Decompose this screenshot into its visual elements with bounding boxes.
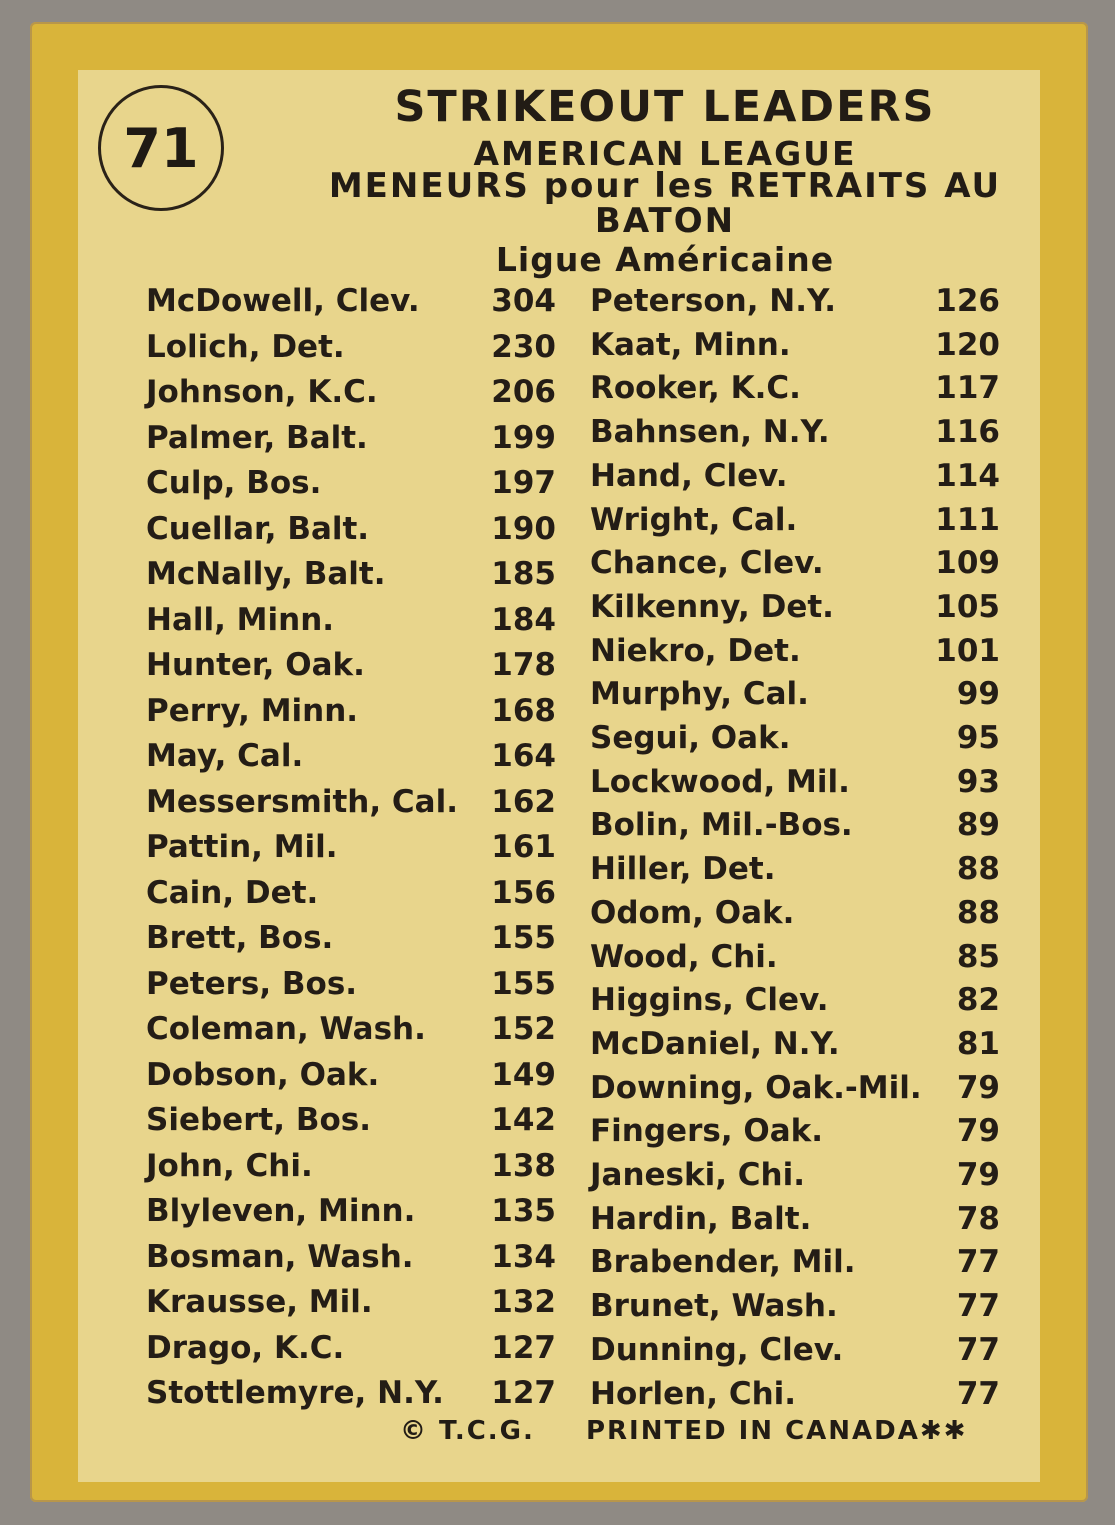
- pitcher-name: Drago, K.C.: [146, 1329, 345, 1366]
- strikeout-count: 190: [491, 510, 556, 547]
- strikeout-count: 117: [935, 370, 1000, 407]
- leader-row: [146, 826, 566, 868]
- leader-row: [146, 1236, 566, 1278]
- strikeout-count: 197: [491, 465, 556, 501]
- leader-row: [146, 1372, 566, 1414]
- leader-row: [590, 1067, 1010, 1109]
- strikeout-count: 142: [491, 1102, 556, 1138]
- strikeout-count: 156: [491, 874, 556, 911]
- card-title: STRIKEOUT LEADERS: [394, 82, 936, 132]
- leader-row: [146, 1008, 566, 1050]
- leader-row: [590, 1154, 1010, 1196]
- leader-row: [590, 630, 1010, 672]
- leader-row: [146, 553, 566, 595]
- pitcher-name: McDowell, Clev.: [146, 283, 420, 319]
- pitcher-name: McNally, Balt.: [146, 556, 386, 592]
- pitcher-name: Peters, Bos.: [146, 965, 358, 1002]
- strikeout-count: 127: [491, 1375, 556, 1411]
- pitcher-name: Downing, Oak.-Mil.: [590, 1069, 922, 1106]
- pitcher-name: May, Cal.: [146, 738, 304, 774]
- leader-row: [590, 892, 1010, 934]
- leader-row: [146, 1145, 566, 1187]
- leader-row: [590, 1198, 1010, 1240]
- pitcher-name: Chance, Clev.: [590, 545, 824, 582]
- leader-row: [146, 963, 566, 1005]
- strikeout-count: 101: [935, 632, 1000, 669]
- strikeout-count: 93: [956, 763, 1000, 800]
- card-number: 71: [123, 116, 199, 180]
- strikeout-count: 199: [491, 419, 556, 456]
- pitcher-name: Brabender, Mil.: [590, 1244, 856, 1281]
- leader-row: [590, 804, 1010, 846]
- strikeout-count: 230: [491, 328, 556, 365]
- leader-row: [590, 411, 1010, 453]
- strikeout-count: 109: [935, 545, 1000, 582]
- pitcher-name: Hiller, Det.: [590, 851, 776, 888]
- pitcher-name: Pattin, Mil.: [146, 829, 338, 865]
- pitcher-name: Bolin, Mil.-Bos.: [590, 807, 853, 844]
- strikeout-count: 88: [956, 894, 1000, 931]
- pitcher-name: Segui, Oak.: [590, 720, 791, 756]
- leader-row: [146, 462, 566, 504]
- strikeout-count: 126: [935, 283, 1000, 319]
- strikeout-count: 134: [491, 1238, 556, 1275]
- league-english: AMERICAN LEAGUE: [473, 134, 857, 173]
- pitcher-name: Hand, Clev.: [590, 457, 788, 494]
- pitcher-name: Krausse, Mil.: [146, 1284, 373, 1320]
- strikeout-count: 206: [491, 374, 556, 410]
- strikeout-count: 79: [956, 1113, 1000, 1150]
- leader-row: [146, 326, 566, 368]
- leader-row: [590, 499, 1010, 541]
- pitcher-name: Brunet, Wash.: [590, 1288, 838, 1325]
- card-title-french-line1: MENEURS pour les RETRAITS AU: [328, 166, 1002, 206]
- strikeout-count: 82: [956, 982, 1000, 1019]
- strikeout-count: 89: [956, 807, 1000, 844]
- strikeout-count: 105: [935, 588, 1000, 625]
- leader-row: [590, 1329, 1010, 1371]
- strikeout-count: 95: [956, 720, 1000, 756]
- leader-row: [590, 761, 1010, 803]
- card-title-french-line2: BATON: [594, 201, 736, 241]
- leader-row: [146, 1190, 566, 1232]
- strikeout-count: 132: [491, 1284, 556, 1320]
- pitcher-name: Odom, Oak.: [590, 894, 795, 931]
- pitcher-name: Coleman, Wash.: [146, 1011, 426, 1047]
- leader-row: [146, 735, 566, 777]
- leader-row: [590, 324, 1010, 366]
- strikeout-count: 78: [956, 1200, 1000, 1237]
- pitcher-name: Cain, Det.: [146, 874, 319, 911]
- strikeout-count: 168: [491, 692, 556, 729]
- leader-row: [146, 280, 566, 322]
- pitcher-name: Hunter, Oak.: [146, 647, 365, 683]
- pitcher-name: Dunning, Clev.: [590, 1331, 844, 1368]
- pitcher-name: Cuellar, Balt.: [146, 510, 370, 547]
- pitcher-name: Palmer, Balt.: [146, 419, 368, 456]
- pitcher-name: Dobson, Oak.: [146, 1056, 380, 1093]
- pitcher-name: John, Chi.: [146, 1147, 313, 1184]
- card-footer: [400, 1416, 1020, 1446]
- leader-row: [146, 508, 566, 550]
- strikeout-count: 116: [935, 414, 1000, 451]
- strikeout-count: 135: [491, 1193, 556, 1229]
- pitcher-name: Bosman, Wash.: [146, 1238, 414, 1275]
- leader-row: [590, 936, 1010, 978]
- pitcher-name: Siebert, Bos.: [146, 1102, 372, 1138]
- pitcher-name: Wright, Cal.: [590, 501, 798, 538]
- pitcher-name: Fingers, Oak.: [590, 1113, 824, 1150]
- strikeout-count: 138: [491, 1147, 556, 1184]
- strikeout-count: 155: [491, 920, 556, 956]
- leader-row: [146, 599, 566, 641]
- copyright-text: © T.C.G.: [400, 1416, 535, 1446]
- leader-row: [146, 1327, 566, 1369]
- leader-row: [590, 1241, 1010, 1283]
- leader-row: [590, 717, 1010, 759]
- strikeout-count: 77: [956, 1375, 1000, 1412]
- pitcher-name: Stottlemyre, N.Y.: [146, 1375, 444, 1411]
- strikeout-count: 184: [491, 601, 556, 638]
- leader-row: [146, 371, 566, 413]
- leader-row: [590, 979, 1010, 1021]
- strikeout-count: 155: [491, 965, 556, 1002]
- strikeout-count: 77: [956, 1331, 1000, 1368]
- leader-row: [146, 1281, 566, 1323]
- strikeout-count: 79: [956, 1157, 1000, 1193]
- strikeout-count: 114: [935, 457, 1000, 494]
- pitcher-name: Perry, Minn.: [146, 692, 359, 729]
- strikeout-count: 85: [956, 938, 1000, 975]
- leader-row: [590, 848, 1010, 890]
- pitcher-name: Janeski, Chi.: [590, 1157, 806, 1193]
- leader-row: [146, 644, 566, 686]
- pitcher-name: Hall, Minn.: [146, 601, 335, 638]
- leader-row: [146, 690, 566, 732]
- leader-row: [590, 1023, 1010, 1065]
- strikeout-count: 99: [956, 676, 1000, 713]
- leader-row: [590, 280, 1010, 322]
- strikeout-count: 149: [491, 1056, 556, 1093]
- pitcher-name: Horlen, Chi.: [590, 1375, 797, 1412]
- leader-row: [590, 586, 1010, 628]
- strikeout-count: 79: [956, 1069, 1000, 1106]
- league-french: Ligue Américaine: [495, 240, 835, 279]
- leader-row: [146, 917, 566, 959]
- leader-row: [590, 367, 1010, 409]
- printed-in-text: PRINTED IN CANADA✱✱: [585, 1416, 968, 1446]
- leader-row: [146, 781, 566, 823]
- strikeout-count: 164: [491, 738, 556, 774]
- pitcher-name: Higgins, Clev.: [590, 982, 829, 1019]
- pitcher-name: Peterson, N.Y.: [590, 283, 837, 319]
- strikeout-count: 185: [491, 556, 556, 592]
- strikeout-count: 81: [956, 1025, 1000, 1062]
- leader-row: [590, 1373, 1010, 1415]
- strikeout-count: 161: [491, 829, 556, 865]
- pitcher-name: Hardin, Balt.: [590, 1200, 812, 1237]
- pitcher-name: Murphy, Cal.: [590, 676, 809, 713]
- strikeout-count: 304: [491, 283, 556, 319]
- leader-row: [146, 417, 566, 459]
- pitcher-name: Brett, Bos.: [146, 920, 334, 956]
- strikeout-count: 120: [935, 326, 1000, 363]
- leader-row: [590, 1110, 1010, 1152]
- pitcher-name: Wood, Chi.: [590, 938, 778, 975]
- leader-row: [590, 673, 1010, 715]
- strikeout-count: 77: [956, 1244, 1000, 1281]
- strikeout-count: 162: [491, 783, 556, 820]
- leader-row: [146, 872, 566, 914]
- strikeout-count: 152: [491, 1011, 556, 1047]
- strikeout-count: 127: [491, 1329, 556, 1366]
- strikeout-count: 111: [935, 501, 1000, 538]
- pitcher-name: Kaat, Minn.: [590, 326, 791, 363]
- pitcher-name: McDaniel, N.Y.: [590, 1025, 840, 1062]
- pitcher-name: Kilkenny, Det.: [590, 588, 834, 625]
- pitcher-name: Rooker, K.C.: [590, 370, 801, 407]
- leader-row: [146, 1054, 566, 1096]
- pitcher-name: Lolich, Det.: [146, 328, 345, 365]
- strikeout-count: 178: [491, 647, 556, 683]
- strikeout-count: 88: [956, 851, 1000, 888]
- pitcher-name: Messersmith, Cal.: [146, 783, 458, 820]
- pitcher-name: Lockwood, Mil.: [590, 763, 850, 800]
- leader-row: [590, 542, 1010, 584]
- pitcher-name: Culp, Bos.: [146, 465, 322, 501]
- card-number-badge: [98, 85, 224, 211]
- leader-row: [146, 1099, 566, 1141]
- pitcher-name: Bahnsen, N.Y.: [590, 414, 830, 451]
- pitcher-name: Blyleven, Minn.: [146, 1193, 416, 1229]
- pitcher-name: Niekro, Det.: [590, 632, 801, 669]
- leader-row: [590, 1285, 1010, 1327]
- leader-row: [590, 455, 1010, 497]
- strikeout-count: 77: [956, 1288, 1000, 1325]
- pitcher-name: Johnson, K.C.: [146, 374, 378, 410]
